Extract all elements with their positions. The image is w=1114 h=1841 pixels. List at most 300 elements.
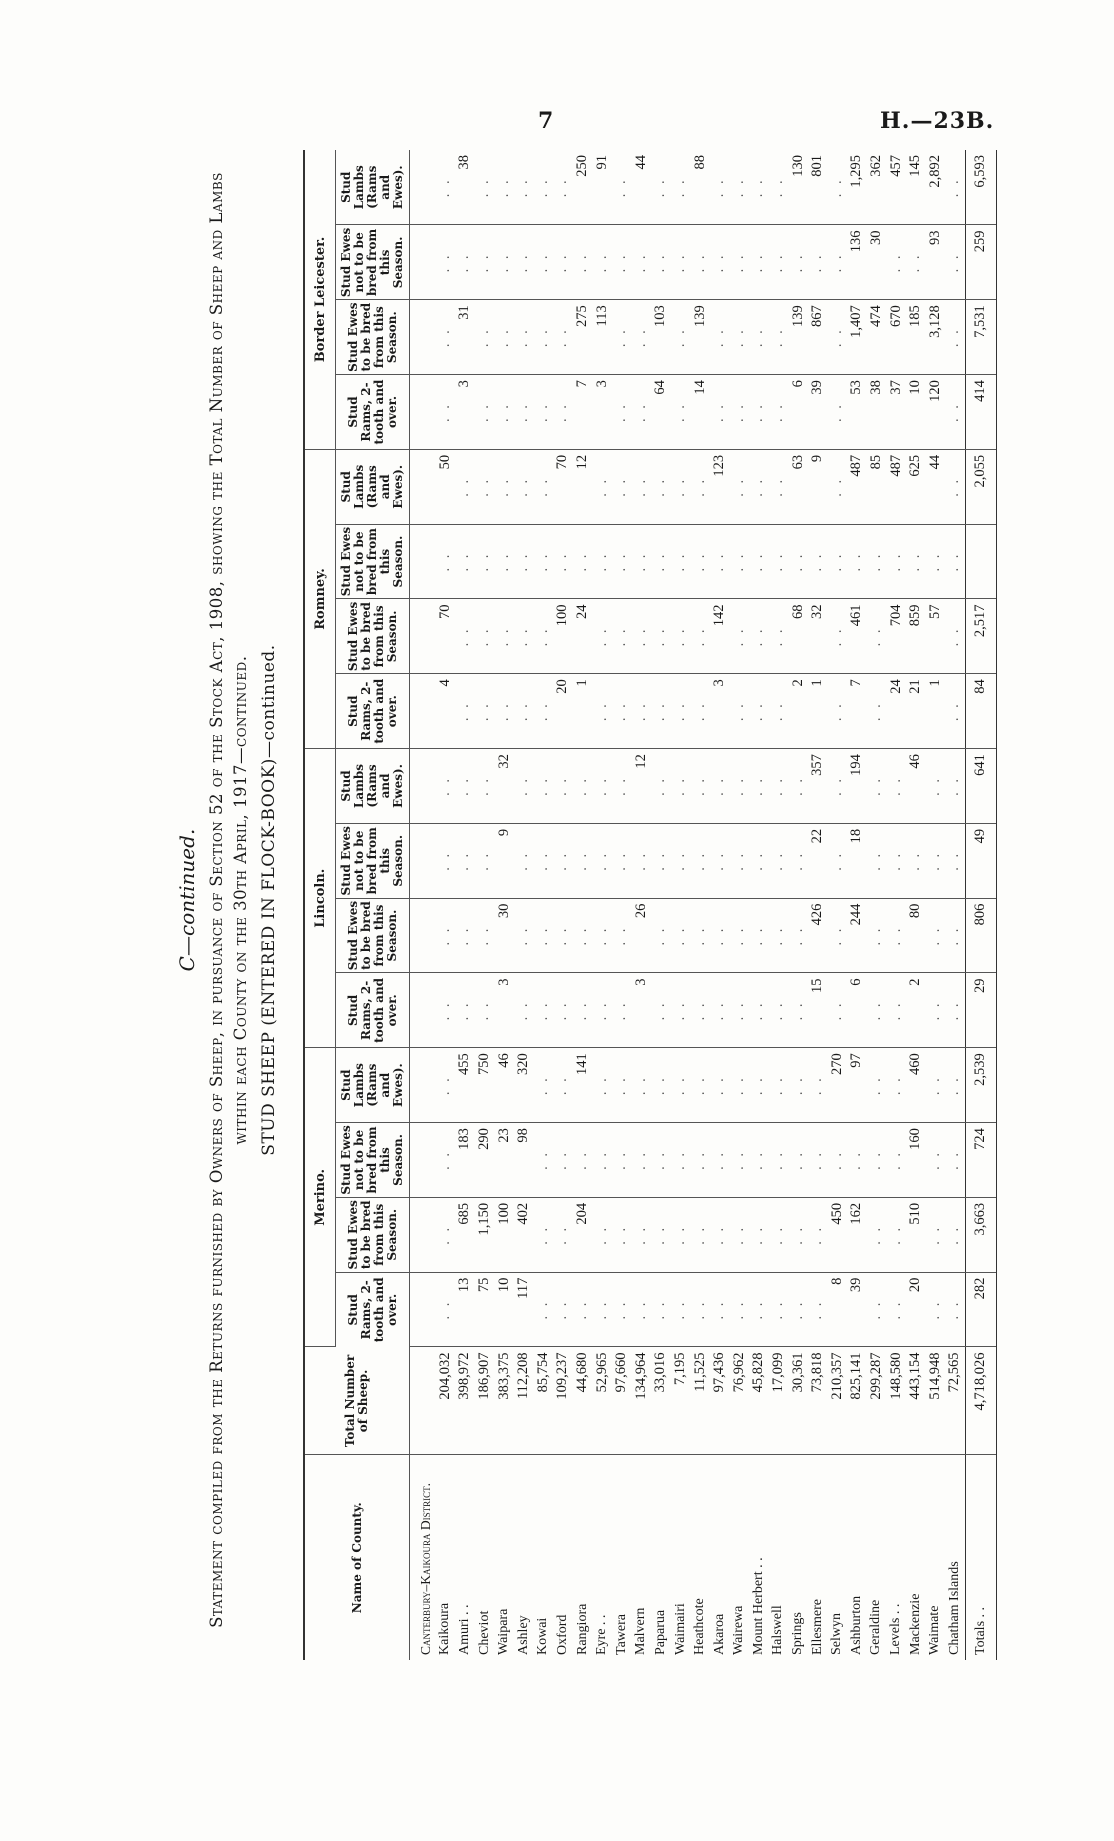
table-cell: . . [592, 599, 612, 674]
table-row [808, 150, 828, 1660]
table-row [925, 150, 945, 1660]
table-cell: . . [788, 823, 808, 898]
county-name: Wairewa [731, 1605, 747, 1655]
table-cell: . . [945, 898, 965, 973]
table-cell: 2 [906, 973, 926, 1048]
table-cell: . . [730, 973, 750, 1048]
header-subcolumn: Stud Ewes not to be bred from this Season. [336, 524, 410, 599]
table-cell: . . [632, 599, 652, 674]
table-cell: . . [553, 225, 573, 300]
table-cell: 704 [886, 599, 906, 674]
table-cell: . . [671, 599, 691, 674]
table-cell: . . [769, 1272, 789, 1347]
table-cell: 24 [573, 599, 593, 674]
total-sheep: 7,195 [671, 1347, 691, 1455]
table-cell: 26 [632, 898, 652, 973]
table-cell: . . [612, 599, 632, 674]
table-cell: . . [612, 300, 632, 375]
header-subcolumn: Stud Rams, 2-tooth and over. [336, 674, 410, 749]
table-cell: . . [494, 225, 514, 300]
table-cell: 460 [906, 1048, 926, 1123]
table-cell: . . [494, 375, 514, 450]
table-row [514, 150, 534, 1660]
table-cell: . . [573, 524, 593, 599]
table-cell: . . [573, 1123, 593, 1198]
table-cell: . . [827, 749, 847, 824]
table-cell: . . [769, 225, 789, 300]
table-cell: 123 [710, 449, 730, 524]
table-cell: . . [612, 449, 632, 524]
table-row [730, 150, 750, 1660]
table-cell: 68 [788, 599, 808, 674]
table-cell: 270 [827, 1048, 847, 1123]
table-row [710, 150, 730, 1660]
table-cell [965, 524, 996, 599]
table-cell: 12 [632, 749, 652, 824]
table-cell: . . [925, 1272, 945, 1347]
table-cell: . . [651, 823, 671, 898]
table-cell: . . [671, 749, 691, 824]
table-cell: . . [710, 749, 730, 824]
table-cell: . . [925, 973, 945, 1048]
table-cell: . . [671, 973, 691, 1048]
table-row [553, 150, 573, 1660]
table-cell: . . [671, 1048, 691, 1123]
table-cell: . . [455, 599, 475, 674]
table-cell: . . [945, 524, 965, 599]
table-cell: . . [592, 524, 612, 599]
table-cell: 3 [632, 973, 652, 1048]
table-row [671, 150, 691, 1660]
table-cell: 15 [808, 973, 828, 1048]
county-name: Rangiora [574, 1603, 590, 1655]
table-cell: . . [553, 375, 573, 450]
table-cell: . . [906, 225, 926, 300]
county-name: Selwyn [829, 1613, 845, 1655]
table-subheading: STUD SHEEP (ENTERED IN FLOCK-BOOK)—continued. [259, 644, 279, 1156]
table-cell: . . [514, 449, 534, 524]
table-row [534, 150, 554, 1660]
table-cell: . . [514, 300, 534, 375]
table-cell: . . [769, 449, 789, 524]
table-cell: . . [651, 599, 671, 674]
table-cell: . . [592, 973, 612, 1048]
table-cell: 282 [965, 1272, 996, 1347]
table-cell: . . [808, 524, 828, 599]
table-cell: . . [651, 1123, 671, 1198]
table-cell: 320 [514, 1048, 534, 1123]
county-name: Mount Herbert . . [750, 1557, 766, 1655]
table-cell: . . [730, 524, 750, 599]
table-cell: 10 [906, 375, 926, 450]
table-cell: . . [553, 150, 573, 225]
table-cell: . . [827, 973, 847, 1048]
table-cell: . . [788, 1272, 808, 1347]
table-cell: . . [808, 1048, 828, 1123]
county-name: Amuri . . [456, 1604, 472, 1655]
table-cell: 3 [494, 973, 514, 1048]
table-cell: . . [671, 1197, 691, 1272]
table-cell: . . [886, 749, 906, 824]
table-row [494, 150, 514, 1660]
table-cell: . . [455, 898, 475, 973]
table-cell: 12 [573, 449, 593, 524]
table-cell: 103 [651, 300, 671, 375]
table-cell: . . [475, 599, 495, 674]
table-cell: 145 [906, 150, 926, 225]
table-row [906, 150, 926, 1660]
table-cell: 9 [494, 823, 514, 898]
table-cell: . . [475, 375, 495, 450]
county-name: Levels . . [888, 1603, 904, 1655]
header-group: Romney. [304, 449, 336, 748]
table-cell: . . [475, 898, 495, 973]
table-cell: 46 [494, 1048, 514, 1123]
table-cell: . . [514, 150, 534, 225]
table-cell: 20 [906, 1272, 926, 1347]
table-cell [410, 524, 436, 599]
table-cell: . . [690, 1197, 710, 1272]
header-subcolumn: Stud Lambs (Rams and Ewes). [336, 449, 410, 524]
table-cell: . . [827, 1123, 847, 1198]
table-cell: . . [827, 150, 847, 225]
table-cell [410, 973, 436, 1048]
table-cell: 867 [808, 300, 828, 375]
table-cell [410, 749, 436, 824]
table-cell: 21 [906, 674, 926, 749]
table-cell: . . [436, 225, 456, 300]
total-sheep: 148,580 [886, 1347, 906, 1455]
table-cell: . . [886, 1123, 906, 1198]
table-cell: 22 [808, 823, 828, 898]
table-cell: . . [867, 1123, 887, 1198]
table-row [592, 150, 612, 1660]
table-cell: . . [886, 1197, 906, 1272]
header-subcolumn: Stud Rams, 2-tooth and over. [336, 973, 410, 1048]
table-cell: . . [612, 225, 632, 300]
table-cell: 724 [965, 1123, 996, 1198]
table-row [945, 150, 965, 1660]
table-cell: . . [651, 1197, 671, 1272]
table-cell [410, 599, 436, 674]
table-row [788, 150, 808, 1660]
table-cell: . . [534, 225, 554, 300]
table-cell: 23 [494, 1123, 514, 1198]
header-subcolumn: Stud Rams, 2-tooth and over. [336, 1272, 410, 1347]
table-cell: . . [945, 749, 965, 824]
table-cell: . . [534, 1048, 554, 1123]
table-cell: . . [612, 1197, 632, 1272]
table-cell: . . [534, 375, 554, 450]
table-cell: . . [592, 225, 612, 300]
table-row [827, 150, 847, 1660]
table-cell: . . [945, 300, 965, 375]
table-cell: . . [749, 1197, 769, 1272]
table-cell: 44 [925, 449, 945, 524]
table-cell: . . [671, 823, 691, 898]
table-cell: 63 [788, 449, 808, 524]
table-cell: . . [534, 449, 554, 524]
table-cell: 362 [867, 150, 887, 225]
county-name: Ellesmere [809, 1599, 825, 1655]
table-cell: . . [925, 1048, 945, 1123]
table-cell: 64 [651, 375, 671, 450]
table-cell: 6 [788, 375, 808, 450]
table-cell: 2,055 [965, 449, 996, 524]
table-cell: . . [612, 749, 632, 824]
table-cell: . . [612, 1123, 632, 1198]
table-cell: . . [671, 449, 691, 524]
table-cell: . . [710, 823, 730, 898]
table-cell: 3 [592, 375, 612, 450]
table-cell: . . [573, 898, 593, 973]
table-cell: 859 [906, 599, 926, 674]
table-cell: . . [592, 1048, 612, 1123]
table-cell: . . [749, 449, 769, 524]
table-cell: . . [455, 524, 475, 599]
stud-sheep-table [303, 150, 997, 1660]
table-cell: . . [436, 973, 456, 1048]
table-cell: . . [651, 1048, 671, 1123]
district-label: Canterbury–Kaikoura District. [417, 1482, 433, 1655]
county-name: Ashley [515, 1615, 531, 1655]
table-cell: . . [455, 674, 475, 749]
table-cell: . . [710, 1197, 730, 1272]
table-cell: . . [827, 599, 847, 674]
table-cell: 183 [455, 1123, 475, 1198]
table-cell: . . [514, 375, 534, 450]
table-cell: . . [788, 524, 808, 599]
table-cell: . . [886, 823, 906, 898]
table-cell: . . [455, 449, 475, 524]
table-cell: 7 [573, 375, 593, 450]
table-cell: . . [925, 1197, 945, 1272]
table-cell: 91 [592, 150, 612, 225]
table-cell: . . [632, 300, 652, 375]
table-cell: . . [749, 973, 769, 1048]
total-sheep: 398,972 [455, 1347, 475, 1455]
table-cell: . . [475, 300, 495, 375]
table-row [612, 150, 632, 1660]
table-cell: . . [553, 1272, 573, 1347]
county-name: Heathcote [692, 1598, 708, 1655]
table-cell: . . [534, 1272, 554, 1347]
table-cell [410, 300, 436, 375]
table-cell: . . [534, 973, 554, 1048]
total-sheep: 30,361 [788, 1347, 808, 1455]
table-cell: 39 [808, 375, 828, 450]
table-cell: . . [436, 150, 456, 225]
header-subcolumn: Stud Lambs (Rams and Ewes). [336, 749, 410, 824]
table-cell: . . [788, 1048, 808, 1123]
table-cell: . . [436, 375, 456, 450]
rotated-content [175, 140, 1075, 1660]
table-cell [410, 1123, 436, 1198]
table-cell: . . [612, 674, 632, 749]
table-cell: . . [514, 674, 534, 749]
table-cell: 259 [965, 225, 996, 300]
table-cell: . . [573, 1272, 593, 1347]
total-sheep: 210,357 [827, 1347, 847, 1455]
table-cell: 3 [710, 674, 730, 749]
table-cell: . . [592, 1272, 612, 1347]
table-cell: 32 [494, 749, 514, 824]
page-number: 7 [538, 108, 554, 134]
table-cell: 2,517 [965, 599, 996, 674]
table-cell: 20 [553, 674, 573, 749]
table-cell: . . [749, 375, 769, 450]
header-subcolumn: Stud Lambs (Rams and Ewes). [336, 1048, 410, 1123]
table-cell: 474 [867, 300, 887, 375]
table-cell: . . [632, 1123, 652, 1198]
table-cell: 30 [494, 898, 514, 973]
county-name: Waimate [927, 1605, 943, 1655]
table-cell: 88 [690, 150, 710, 225]
table-cell: 7 [847, 674, 867, 749]
header-total: Total Number of Sheep. [304, 1347, 410, 1455]
table-cell: . . [690, 674, 710, 749]
county-name: Mackenzie [907, 1593, 923, 1655]
table-cell: . . [710, 150, 730, 225]
table-cell: . . [886, 524, 906, 599]
table-cell: . . [769, 375, 789, 450]
table-row [651, 150, 671, 1660]
table-cell: . . [945, 1197, 965, 1272]
table-cell: . . [710, 1272, 730, 1347]
table-row [690, 150, 710, 1660]
table-cell: . . [690, 524, 710, 599]
table-cell: 244 [847, 898, 867, 973]
table-cell: . . [436, 1272, 456, 1347]
table-cell: 670 [886, 300, 906, 375]
header-subcolumn: Stud Ewes not to be bred from this Season. [336, 823, 410, 898]
table-cell: . . [553, 749, 573, 824]
table-cell: . . [906, 823, 926, 898]
table-cell: . . [886, 1272, 906, 1347]
table-cell: . . [436, 898, 456, 973]
table-cell: . . [612, 1272, 632, 1347]
total-sheep: 109,237 [553, 1347, 573, 1455]
table-cell: 414 [965, 375, 996, 450]
header-subcolumn: Stud Ewes to be bred from this Season. [336, 1197, 410, 1272]
table-cell: . . [690, 1272, 710, 1347]
table-cell: 487 [847, 449, 867, 524]
section-heading: C—continued. [175, 828, 199, 972]
total-sheep: 45,828 [749, 1347, 769, 1455]
table-cell: . . [827, 300, 847, 375]
table-cell: 1,150 [475, 1197, 495, 1272]
table-cell: . . [592, 674, 612, 749]
table-cell: 84 [965, 674, 996, 749]
table-cell: . . [867, 1048, 887, 1123]
table-cell: . . [592, 1123, 612, 1198]
table-cell: . . [769, 674, 789, 749]
table-cell: . . [945, 674, 965, 749]
table-cell: 39 [847, 1272, 867, 1347]
table-row [455, 150, 475, 1660]
table-cell: . . [534, 898, 554, 973]
table-cell: 1,407 [847, 300, 867, 375]
table-cell: . . [808, 225, 828, 300]
table-cell [410, 225, 436, 300]
table-cell: . . [925, 1123, 945, 1198]
table-cell [410, 1048, 436, 1123]
table-cell: . . [749, 749, 769, 824]
total-sheep: 44,680 [573, 1347, 593, 1455]
county-name: Kowai [535, 1617, 551, 1655]
table-row [867, 150, 887, 1660]
table-cell: 806 [965, 898, 996, 973]
table-cell: . . [788, 1197, 808, 1272]
page-reference: H.—23B. [880, 108, 995, 134]
table-cell: . . [730, 1197, 750, 1272]
table-cell: . . [514, 749, 534, 824]
table-cell: . . [808, 1123, 828, 1198]
table-cell: . . [945, 973, 965, 1048]
table-cell: . . [514, 599, 534, 674]
table-row [769, 150, 789, 1660]
table-cell: 357 [808, 749, 828, 824]
total-sheep: 825,141 [847, 1347, 867, 1455]
header-subcolumn: Stud Ewes to be bred from this Season. [336, 300, 410, 375]
table-cell: . . [690, 749, 710, 824]
table-cell: . . [553, 973, 573, 1048]
table-cell: 185 [906, 300, 926, 375]
table-cell: 70 [553, 449, 573, 524]
county-name: Tawera [613, 1614, 629, 1655]
total-sheep: 134,964 [632, 1347, 652, 1455]
table-cell: . . [651, 898, 671, 973]
table-cell: . . [945, 449, 965, 524]
table-cell: . . [573, 973, 593, 1048]
county-name: Geraldine [868, 1599, 884, 1655]
table-cell: . . [769, 524, 789, 599]
table-cell: . . [534, 823, 554, 898]
header-county: Name of County. [304, 1455, 410, 1660]
table-cell [410, 1197, 436, 1272]
county-name: Oxford [554, 1614, 570, 1655]
table-cell: . . [475, 823, 495, 898]
table-cell: . . [592, 1197, 612, 1272]
table-cell: . . [612, 898, 632, 973]
table-cell: . . [475, 749, 495, 824]
table-cell: . . [534, 599, 554, 674]
total-sheep: 73,818 [808, 1347, 828, 1455]
table-cell: . . [632, 1272, 652, 1347]
table-cell: . . [592, 449, 612, 524]
table-cell: . . [475, 449, 495, 524]
table-cell: . . [690, 449, 710, 524]
table-cell: 38 [867, 375, 887, 450]
table-cell: . . [632, 449, 652, 524]
table-cell: . . [788, 1123, 808, 1198]
table-cell: . . [749, 599, 769, 674]
table-row [749, 150, 769, 1660]
table-cell: . . [730, 225, 750, 300]
table-cell: . . [769, 150, 789, 225]
table-cell: 75 [475, 1272, 495, 1347]
table-cell: . . [710, 898, 730, 973]
table-cell: . . [769, 823, 789, 898]
table-cell: . . [455, 823, 475, 898]
total-sheep: 33,016 [651, 1347, 671, 1455]
table-cell: . . [612, 973, 632, 1048]
table-cell: . . [534, 300, 554, 375]
table-cell: . . [671, 1272, 691, 1347]
table-cell: 457 [886, 150, 906, 225]
table-cell: . . [945, 599, 965, 674]
table-cell: . . [730, 375, 750, 450]
